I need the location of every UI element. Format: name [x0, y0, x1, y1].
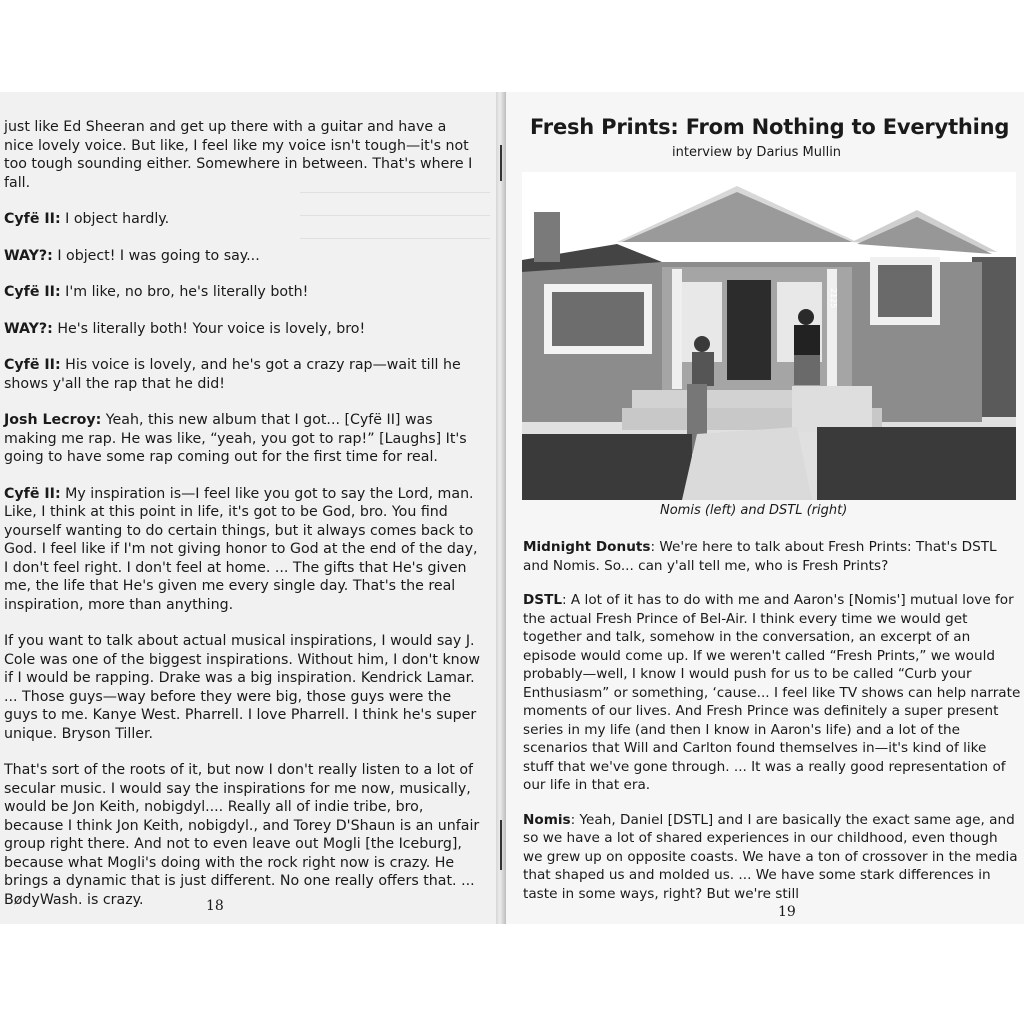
left-paragraph-3: Cyfë II: I'm like, no bro, he's literally both!	[4, 284, 309, 300]
house-photo	[522, 172, 1016, 500]
left-page-body	[4, 118, 480, 927]
right-paragraph-0: Midnight Donuts: We're here to talk about Fresh Prints: That's DSTL and Nomis. So... can y'all tell me, who is Fresh Prints?	[523, 539, 997, 574]
right-page-number: 19	[778, 904, 796, 920]
left-paragraph-6: Josh Lecroy: Yeah, this new album that I got... [Cyfë II] was making me rap. He was like, “yeah, you got to rap!” [Laughs] It's going to have some rap coming out for the first time for real.	[4, 412, 467, 465]
article-title: Fresh Prints: From Nothing to Everything	[530, 115, 1010, 139]
left-paragraph-4: WAY?: He's literally both! Your voice is lovely, bro!	[4, 320, 366, 337]
left-page-number: 18	[206, 898, 224, 914]
left-paragraph-7: Cyfë II: My inspiration is—I feel like you got to say the Lord, man. Like, I think at this point in life, it's got to be God, bro. You find yourself wanting to do certain things, but it always comes back to God. I feel like if I'm not giving honor to God at the end of the day, I don't feel right. I don't feel at home. ... The gifts that He's given me, the life that He's given me every single day. That's the real inspiration, more than anything.	[4, 485, 478, 613]
right-paragraph-2: Nomis: Yeah, Daniel [DSTL] and I are basically the exact same age, and so we have a lot of shared experiences in our childhood, even though we grew up on opposite coasts. We have a ton of crossover in the media that shaped us and molded us. ... We have some stark differences in taste in some ways, right? But we're still	[523, 811, 1018, 902]
left-paragraph-9: That's sort of the roots of it, but now I don't really listen to a lot of secular music. I would say the inspirations for me now, musically, would be Jon Keith, nobigdyl.... Really all of indie tribe, bro, because I think Jon Keith, nobigdyl., and Torey D'Shaun is an unfair group right there. And not to even leave out Mogli [the Iceburg], because what Mogli's doing with the rock right now is crazy. He brings a dynamic that is just different. No one really offers that. ... BødyWash. is crazy.	[4, 762, 480, 908]
left-paragraph-5: Cyfë II: His voice is lovely, and he's got a crazy rap—wait till he shows y'all the rap that he did!	[4, 357, 461, 392]
photo-caption: Nomis (left) and DSTL (right)	[660, 503, 848, 518]
right-paragraph-1: DSTL: A lot of it has to do with me and Aaron's [Nomis'] mutual love for the actual Fresh Prince of Bel-Air. I think every time we would get together and talk, somehow in the conversation, an excerpt of an episode would come up. If we weren't called “Fresh Prints,” we would probably—well, I know I would push for us to be called “Curb your Enthusiasm” or something, ‘cause... I feel like TV shows can help narrate moments of our lives. And Fresh Prince was definitely a super present series in my life (and then I know in Aaron's life) and a lot of the scenarios that Will and Carlton found themselves in—it's kind of like stuff that we've gone through. ... It was a really good representation of our life in that era.	[523, 592, 1021, 793]
left-paragraph-1: Cyfë II: I object hardly.	[4, 211, 170, 227]
left-paragraph-8: If you want to talk about actual musical inspirations, I would say J. Cole was one of the biggest inspirations. Without him, I don't know if I would be rapping. Drake was a big inspiration. Kendrick Lamar. ... Those guys—way before they were big, those guys were the guys to me. Kanye West. Pharrell. I love Pharrell. I think he's super unique. Bryson Tiller.	[4, 633, 480, 742]
right-page-body	[523, 538, 1021, 919]
margin-mark	[500, 820, 502, 870]
book-spine	[496, 92, 506, 924]
left-paragraph-2: WAY?: I object! I was going to say...	[4, 247, 260, 264]
article-byline: interview by Darius Mullin	[672, 145, 842, 160]
margin-mark	[500, 145, 502, 181]
house-number: 2125	[829, 288, 838, 309]
left-paragraph-0: just like Ed Sheeran and get up there with a guitar and have a nice lovely voice. But like, I feel like my voice isn't tough—it's not too tough sounding either. Somewhere in between. That's where I fall.	[4, 119, 473, 191]
